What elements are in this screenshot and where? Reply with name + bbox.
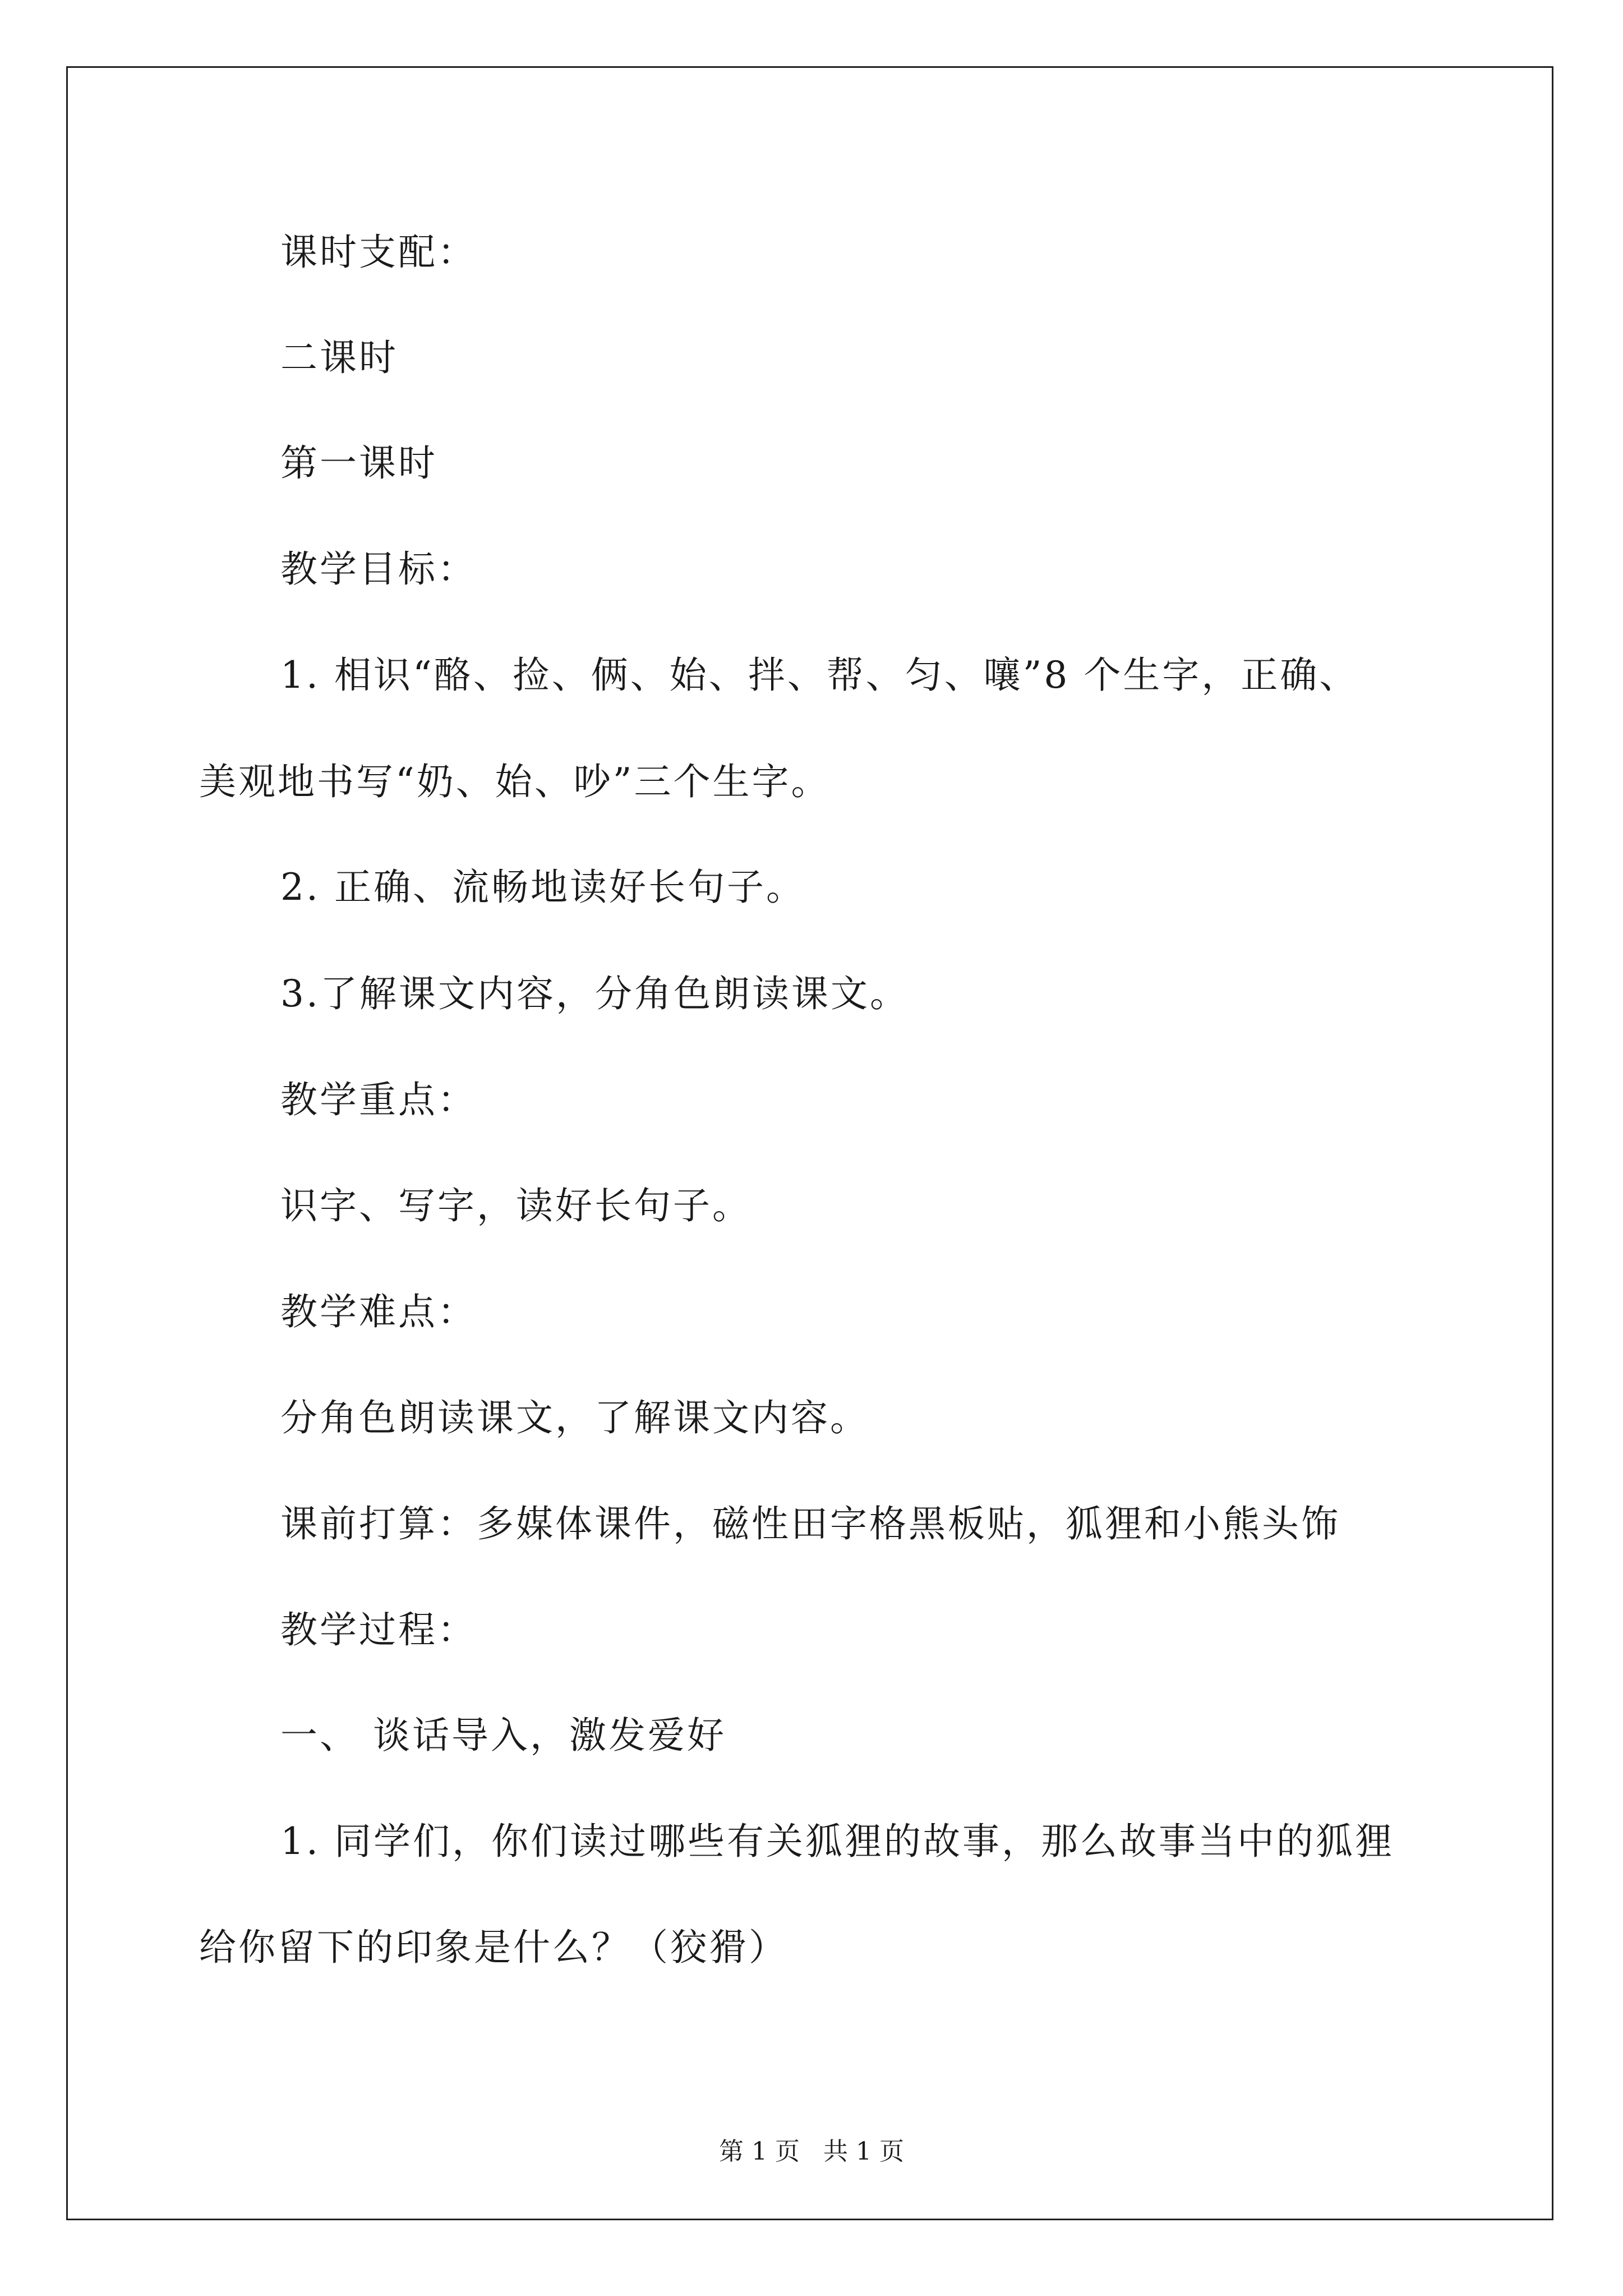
text-line-objective-3: 3.了解课文内容，分角色朗读课文。: [280, 972, 909, 1015]
text-line-objectives-heading: 教学目标：: [280, 547, 477, 591]
text-line-key-points-heading: 教学重点：: [280, 1078, 477, 1121]
page-number-footer: 第 1 页 共 1 页: [719, 2137, 904, 2166]
text-line-section-1: 一、 谈话导入，激发爱好: [280, 1714, 726, 1757]
text-line-difficulties-heading: 教学难点：: [280, 1290, 477, 1333]
text-line-schedule: 课时支配：: [280, 231, 477, 274]
text-line-difficulties: 分角色朗读课文，了解课文内容。: [280, 1396, 869, 1439]
text-line-two-periods: 二课时: [280, 336, 398, 379]
text-line-first-period: 第一课时: [280, 441, 437, 485]
text-line-question-1-cont: 给你留下的印象是什么？（狡猾）: [199, 1926, 788, 1969]
text-line-question-1: 1. 同学们，你们读过哪些有关狐狸的故事，那么故事当中的狐狸: [280, 1820, 1394, 1863]
text-line-objective-1-cont: 美观地书写“奶、始、吵”三个生字。: [199, 760, 831, 803]
text-line-preparation: 课前打算：多媒体课件，磁性田字格黑板贴，狐狸和小熊头饰: [280, 1502, 1340, 1545]
text-line-objective-2: 2. 正确、流畅地读好长句子。: [280, 866, 805, 909]
text-line-process-heading: 教学过程：: [280, 1608, 477, 1651]
text-line-key-points: 识字、写字，读好长句子。: [280, 1184, 751, 1227]
text-line-objective-1: 1. 相识“酪、捡、俩、始、拌、帮、匀、嚷”8 个生字，正确、: [280, 654, 1359, 697]
page-border: [66, 66, 1553, 2220]
